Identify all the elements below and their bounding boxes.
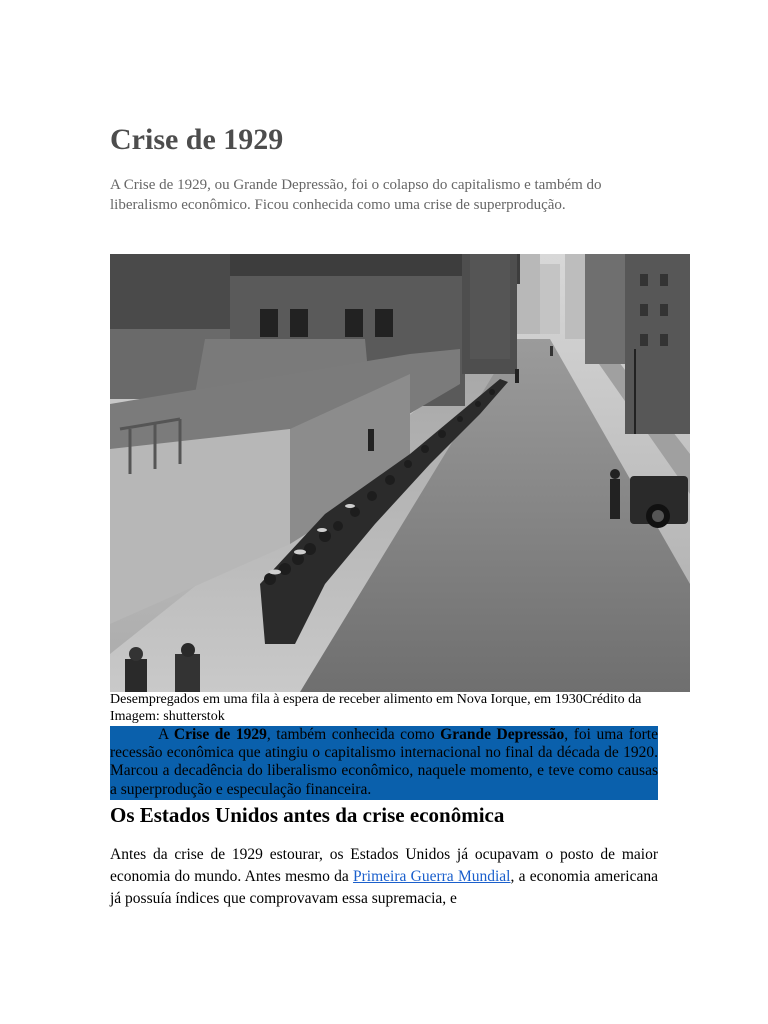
section-heading: Os Estados Unidos antes da crise econômica bbox=[110, 803, 505, 827]
primeira-guerra-link[interactable]: Primeira Guerra Mundial bbox=[353, 868, 511, 885]
summary-text-1: A bbox=[158, 726, 174, 743]
summary-text-3: , foi uma forte recessão econômica que atingiu o capitalismo internacional no final da década de 1920. Marcou a decadência do liberalismo econômico, naquele momento, e teve como causas a superprodução e especulação financeira. bbox=[110, 726, 658, 798]
body-text-before-link: Antes da crise de 1929 estourar, os Estados Unidos já ocupavam o posto de maior economia do mundo. Antes mesmo da bbox=[110, 846, 658, 885]
article-title: Crise de 1929 bbox=[110, 123, 284, 156]
breadline-photo bbox=[110, 254, 690, 692]
summary-bold-depressao: Grande Depressão bbox=[440, 726, 565, 743]
image-caption: Desempregados em uma fila à espera de receber alimento em Nova Iorque, em 1930Crédito da Imagem: shutterstok bbox=[110, 692, 642, 724]
summary-bold-crise: Crise de 1929 bbox=[173, 726, 267, 743]
section-body bbox=[110, 844, 658, 910]
body-text-after-link: , a economia americana já possuía índices que comprovavam essa supremacia, e bbox=[110, 868, 658, 907]
article-lead: A Crise de 1929, ou Grande Depressão, foi o colapso do capitalismo e também do liberalismo econômico. Ficou conhecida como uma crise de superprodução. bbox=[110, 177, 602, 213]
summary-highlight bbox=[110, 726, 658, 800]
summary-text-2: , também conhecida como bbox=[266, 726, 441, 743]
